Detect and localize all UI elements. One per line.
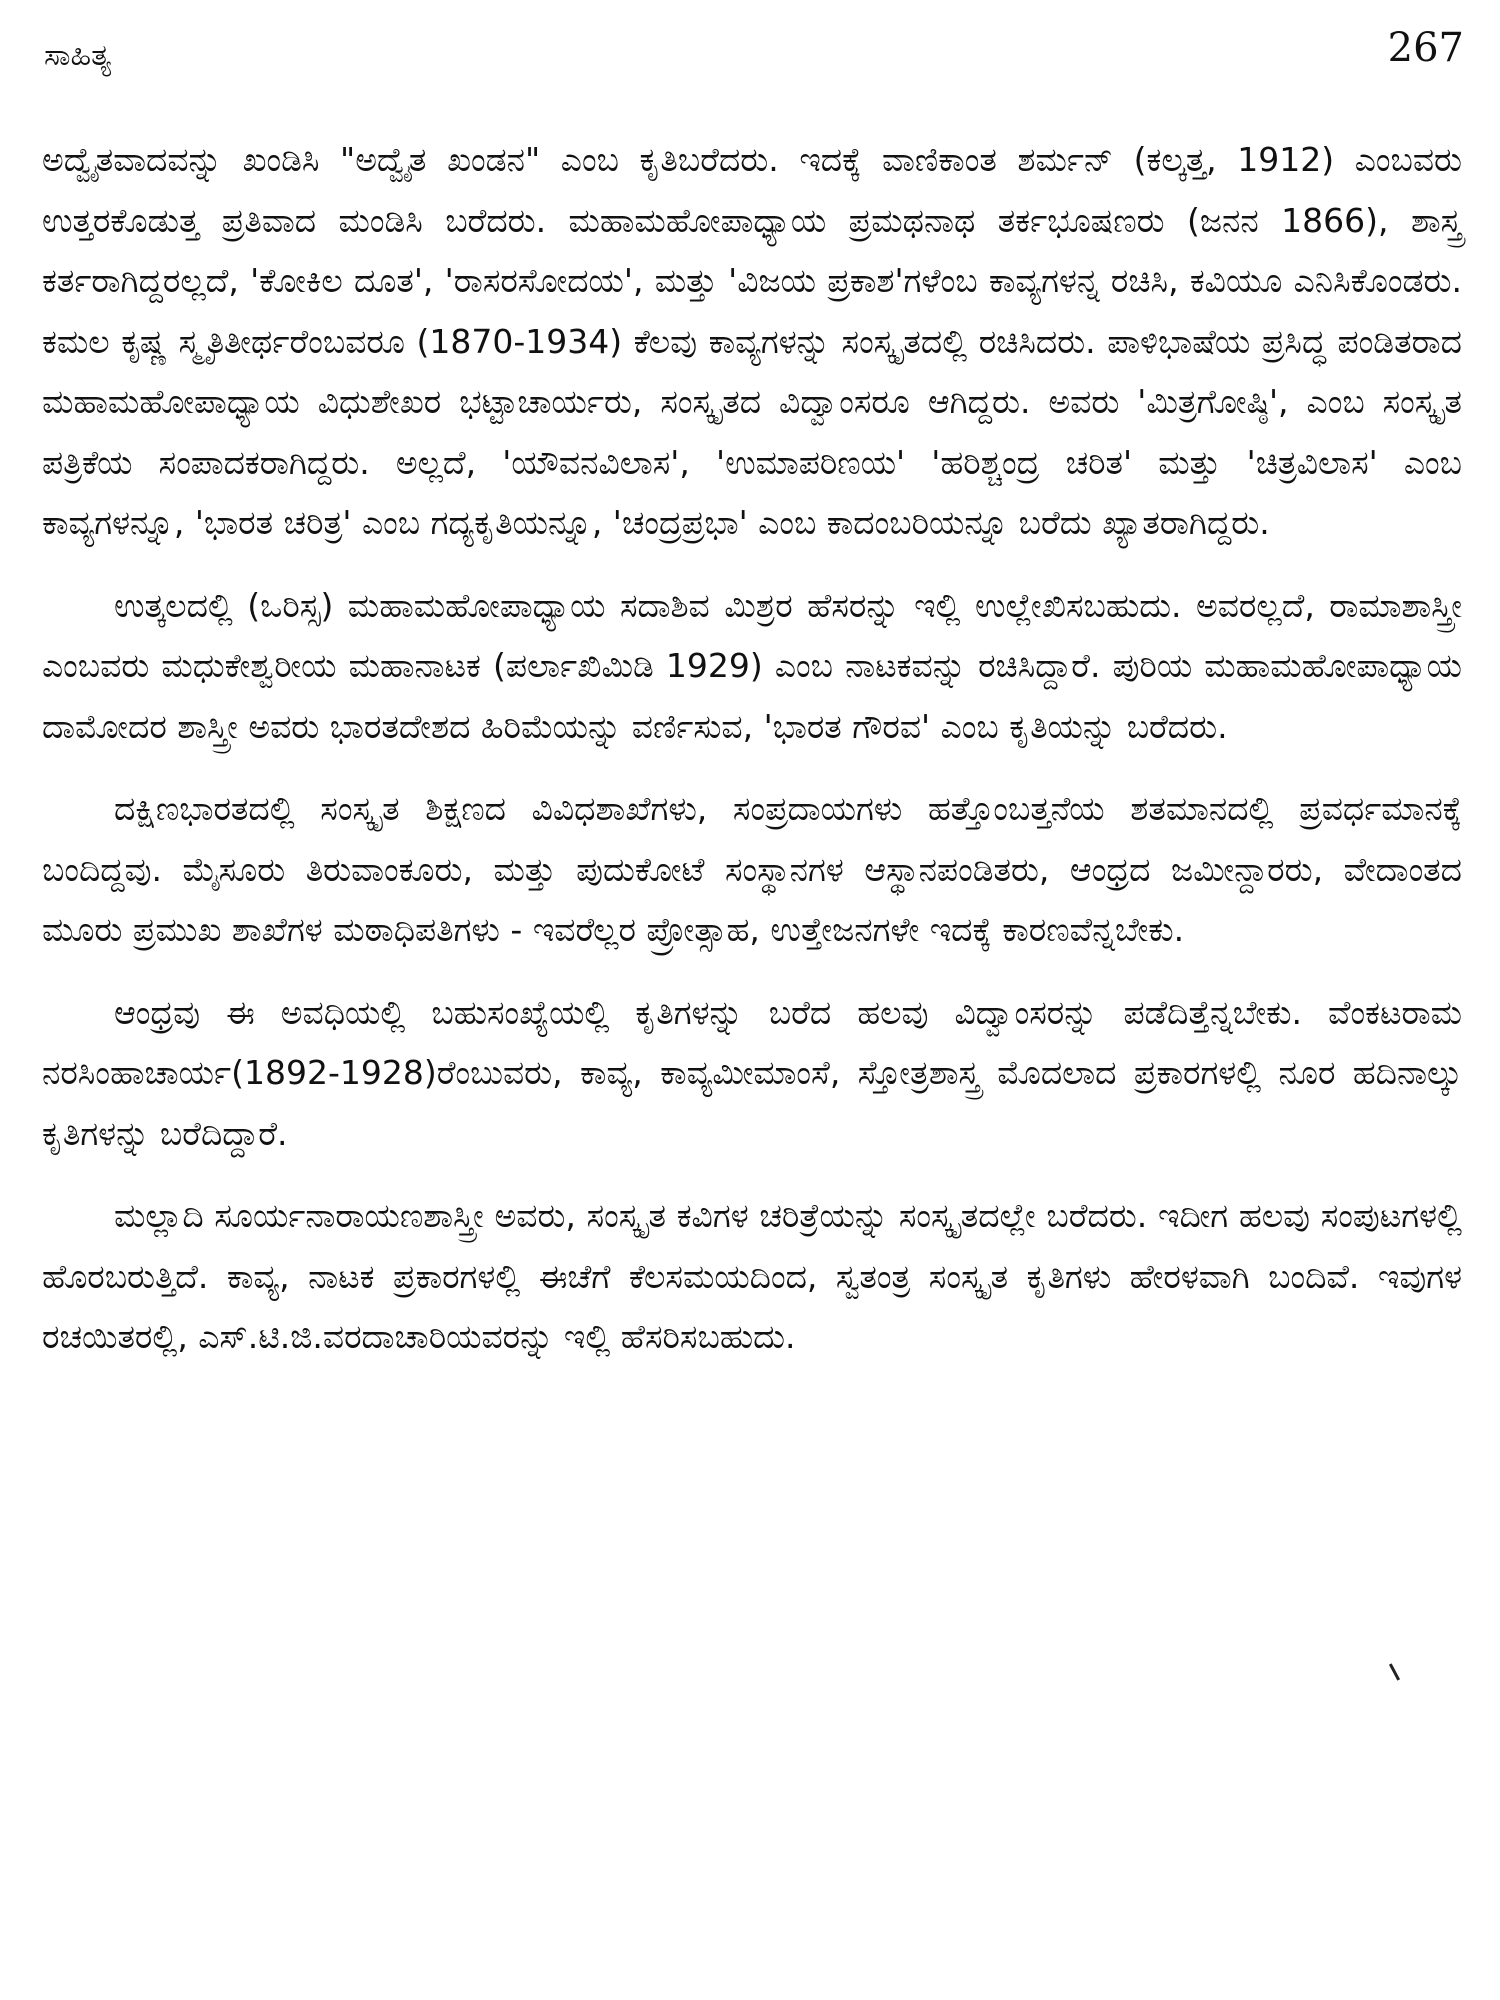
page-number: 267 [1387, 25, 1464, 71]
paragraph-3: ದಕ್ಷಿಣಭಾರತದಲ್ಲಿ ಸಂಸ್ಕೃತ ಶಿಕ್ಷಣದ ವಿವಿಧಶಾಖೆಗಳು, ಸಂಪ್ರದಾಯಗಳು ಹತ್ತೊಂಬತ್ತನೆಯ ಶತಮಾನದಲ್ಲಿ ಪ್ರವರ್ಧಮಾನಕ್ಕೆ ಬಂದಿದ್ದವು. ಮೈಸೂರು ತಿರುವಾಂಕೂರು, ಮತ್ತು ಪುದುಕೋಟೆ ಸಂಸ್ಥಾನಗಳ ಆಸ್ಥಾನಪಂಡಿತರು, ಆಂಧ್ರದ ಜಮೀನ್ದಾರರು, ವೇದಾಂತದ ಮೂರು ಪ್ರಮುಖ ಶಾಖೆಗಳ ಮಠಾಧಿಪತಿಗಳು - ಇವರೆಲ್ಲರ ಪ್ರೋತ್ಸಾಹ, ಉತ್ತೇಜನಗಳೇ ಇದಕ್ಕೆ ಕಾರಣವೆನ್ನಬೇಕು. [42, 789, 1462, 949]
body-text [42, 130, 1462, 1390]
paragraph-4: ಆಂಧ್ರವು ಈ ಅವಧಿಯಲ್ಲಿ ಬಹುಸಂಖ್ಯೆಯಲ್ಲಿ ಕೃತಿಗಳನ್ನು ಬರೆದ ಹಲವು ವಿದ್ವಾಂಸರನ್ನು ಪಡೆದಿತ್ತೆನ್ನಬೇಕು. ವೆಂಕಟರಾಮ ನರಸಿಂಹಾಚಾರ್ಯ(1892-1928)ರೆಂಬುವರು, ಕಾವ್ಯ, ಕಾವ್ಯಮೀಮಾಂಸೆ, ಸ್ತೋತ್ರಶಾಸ್ತ್ರ ಮೊದಲಾದ ಪ್ರಕಾರಗಳಲ್ಲಿ ನೂರ ಹದಿನಾಲ್ಕು ಕೃತಿಗಳನ್ನು ಬರೆದಿದ್ದಾರೆ. [42, 992, 1462, 1153]
paragraph-2: ಉತ್ಕಲದಲ್ಲಿ (ಒರಿಸ್ಸ) ಮಹಾಮಹೋಪಾಧ್ಯಾಯ ಸದಾಶಿವ ಮಿಶ್ರರ ಹೆಸರನ್ನು ಇಲ್ಲಿ ಉಲ್ಲೇಖಿಸಬಹುದು. ಅವರಲ್ಲದೆ, ರಾಮಾಶಾಸ್ತ್ರೀ ಎಂಬವರು ಮಧುಕೇಶ್ವರೀಯ ಮಹಾನಾಟಕ (ಪರ್ಲಾಖಿಮಿಡಿ 1929) ಎಂಬ ನಾಟಕವನ್ನು ರಚಿಸಿದ್ದಾರೆ. ಪುರಿಯ ಮಹಾಮಹೋಪಾಧ್ಯಾಯ ದಾಮೋದರ ಶಾಸ್ತ್ರೀ ಅವರು ಭಾರತದೇಶದ ಹಿರಿಮೆಯನ್ನು ವರ್ಣಿಸುವ, 'ಭಾರತ ಗೌರವ' ಎಂಬ ಕೃತಿಯನ್ನು ಬರೆದರು. [42, 585, 1462, 746]
paragraph-5: ಮಲ್ಲಾದಿ ಸೂರ್ಯನಾರಾಯಣಶಾಸ್ತ್ರೀ ಅವರು, ಸಂಸ್ಕೃತ ಕವಿಗಳ ಚರಿತ್ರೆಯನ್ನು ಸಂಸ್ಕೃತದಲ್ಲೇ ಬರೆದರು. ಇದೀಗ ಹಲವು ಸಂಪುಟಗಳಲ್ಲಿ ಹೊರಬರುತ್ತಿದೆ. ಕಾವ್ಯ, ನಾಟಕ ಪ್ರಕಾರಗಳಲ್ಲಿ ಈಚೆಗೆ ಕೆಲಸಮಯದಿಂದ, ಸ್ವತಂತ್ರ ಸಂಸ್ಕೃತ ಕೃತಿಗಳು ಹೇರಳವಾಗಿ ಬಂದಿವೆ. ಇವುಗಳ ರಚಯಿತರಲ್ಲಿ, ಎಸ್.ಟಿ.ಜಿ.ವರದಾಚಾರಿಯವರನ್ನು ಇಲ್ಲಿ ಹೆಸರಿಸಬಹುದು. [42, 1196, 1462, 1356]
running-head: ಸಾಹಿತ್ಯ [44, 38, 112, 73]
paragraph-1: ಅದ್ವೈತವಾದವನ್ನು ಖಂಡಿಸಿ "ಅದ್ವೈತ ಖಂಡನ" ಎಂಬ ಕೃತಿಬರೆದರು. ಇದಕ್ಕೆ ವಾಣಿಕಾಂತ ಶರ್ಮನ್ (ಕಲ್ಕತ್ತ, 1912) ಎಂಬವರು ಉತ್ತರಕೊಡುತ್ತ ಪ್ರತಿವಾದ ಮಂಡಿಸಿ ಬರೆದರು. ಮಹಾಮಹೋಪಾಧ್ಯಾಯ ಪ್ರಮಥನಾಥ ತರ್ಕಭೂಷಣರು (ಜನನ 1866), ಶಾಸ್ತ್ರ ಕರ್ತರಾಗಿದ್ದರಲ್ಲದೆ, 'ಕೋಕಿಲ ದೂತ', 'ರಾಸರಸೋದಯ', ಮತ್ತು 'ವಿಜಯ ಪ್ರಕಾಶ'ಗಳೆಂಬ ಕಾವ್ಯಗಳನ್ನ ರಚಿಸಿ, ಕವಿಯೂ ಎನಿಸಿಕೊಂಡರು. ಕಮಲ ಕೃಷ್ಣ ಸ್ಮೃತಿತೀರ್ಥರೆಂಬವರೂ (1870-1934) ಕೆಲವು ಕಾವ್ಯಗಳನ್ನು ಸಂಸ್ಕೃತದಲ್ಲಿ ರಚಿಸಿದರು. ಪಾಳಿಭಾಷೆಯ ಪ್ರಸಿದ್ಧ ಪಂಡಿತರಾದ ಮಹಾಮಹೋಪಾಧ್ಯಾಯ ವಿಧುಶೇಖರ ಭಟ್ಟಾಚಾರ್ಯರು, ಸಂಸ್ಕೃತದ ವಿದ್ವಾಂಸರೂ ಆಗಿದ್ದರು. ಅವರು 'ಮಿತ್ರಗೋಷ್ಠಿ', ಎಂಬ ಸಂಸ್ಕೃತ ಪತ್ರಿಕೆಯ ಸಂಪಾದಕರಾಗಿದ್ದರು. ಅಲ್ಲದೆ, 'ಯೌವನವಿಲಾಸ', 'ಉಮಾಪರಿಣಯ' 'ಹರಿಶ್ಚಂದ್ರ ಚರಿತ' ಮತ್ತು 'ಚಿತ್ರವಿಲಾಸ' ಎಂಬ ಕಾವ್ಯಗಳನ್ನೂ, 'ಭಾರತ ಚರಿತ್ರ' ಎಂಬ ಗದ್ಯಕೃತಿಯನ್ನೂ, 'ಚಂದ್ರಪ್ರಭಾ' ಎಂಬ ಕಾದಂಬರಿಯನ್ನೂ ಬರೆದು ಖ್ಯಾತರಾಗಿದ್ದರು. [42, 140, 1462, 542]
stray-ink-mark [1389, 1663, 1400, 1680]
